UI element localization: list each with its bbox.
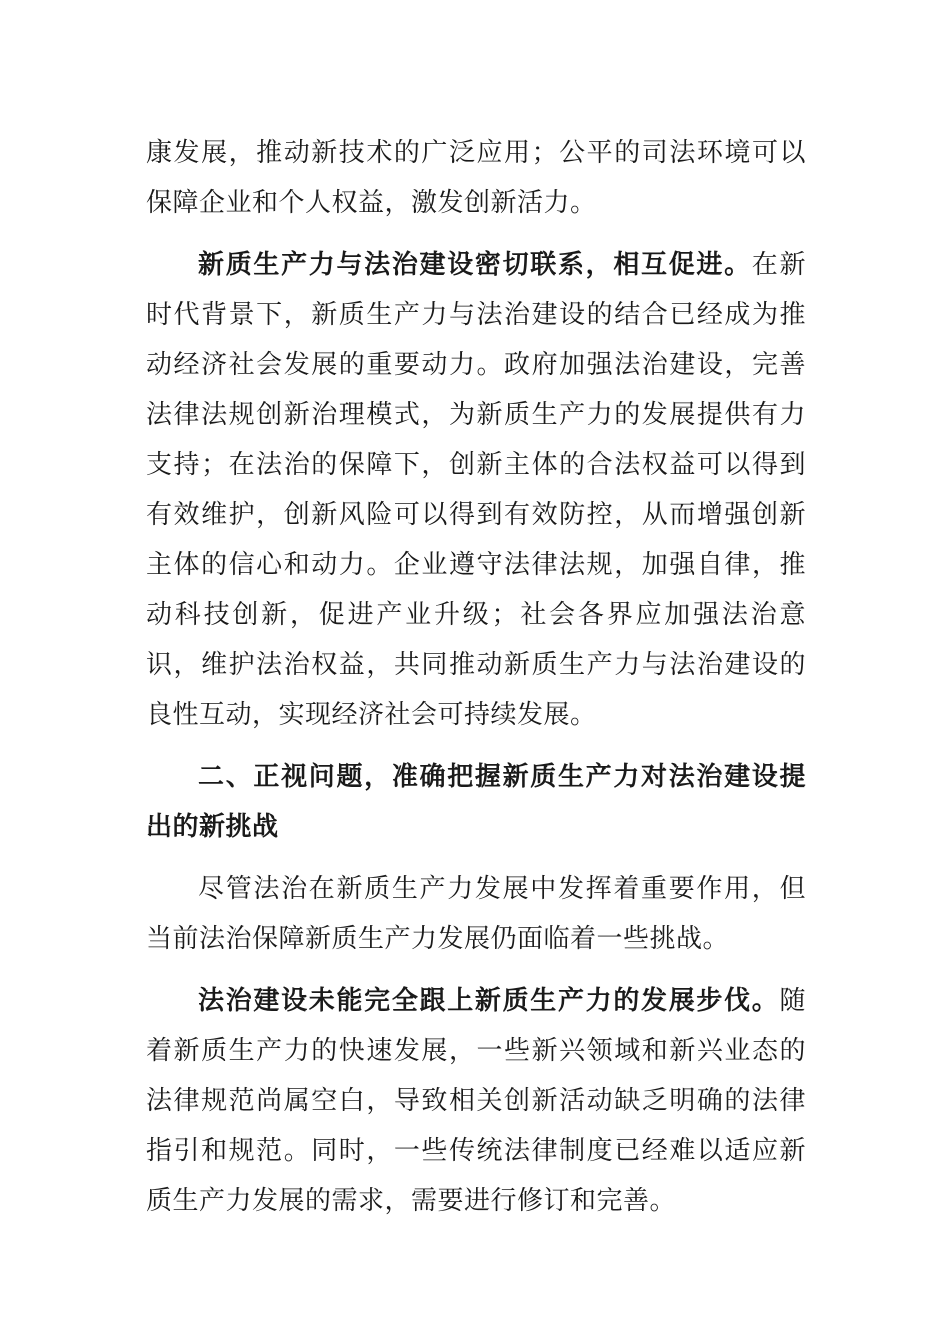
document-body [146, 128, 806, 1238]
paragraph-text: 随着新质生产力的快速发展，一些新兴领域和新兴业态的法律规范尚属空白，导致相关创新活动缺乏明确的法律指引和规范。同时，一些传统法律制度已经难以适应新质生产力发展的需求，需要进行修订和完善。 [146, 986, 806, 1216]
paragraph-lead-bold: 新质生产力与法治建设密切联系，相互促进。 [198, 250, 752, 280]
paragraph-continuation [146, 128, 806, 228]
paragraph-text: 尽管法治在新质生产力发展中发挥着重要作用，但当前法治保障新质生产力发展仍面临着一些挑战。 [146, 874, 806, 954]
paragraph-lagging [146, 976, 806, 1226]
paragraph-relation [146, 240, 806, 740]
section-heading-text: 二、正视问题，准确把握新质生产力对法治建设提出的新挑战 [146, 762, 806, 842]
paragraph-text: 康发展，推动新技术的广泛应用；公平的司法环境可以保障企业和个人权益，激发创新活力。 [146, 138, 806, 218]
paragraph-lead-bold: 法治建设未能完全跟上新质生产力的发展步伐。 [198, 986, 780, 1016]
paragraph-challenges-intro [146, 864, 806, 964]
paragraph-text: 在新时代背景下，新质生产力与法治建设的结合已经成为推动经济社会发展的重要动力。政府加强法治建设，完善法律法规创新治理模式，为新质生产力的发展提供有力支持；在法治的保障下，创新主体的合法权益可以得到有效维护，创新风险可以得到有效防控，从而增强创新主体的信心和动力。企业遵守法律法规，加强自律，推动科技创新，促进产业升级；社会各界应加强法治意识，维护法治权益，共同推动新质生产力与法治建设的良性互动，实现经济社会可持续发展。 [146, 250, 806, 730]
section-heading-2 [146, 752, 806, 852]
